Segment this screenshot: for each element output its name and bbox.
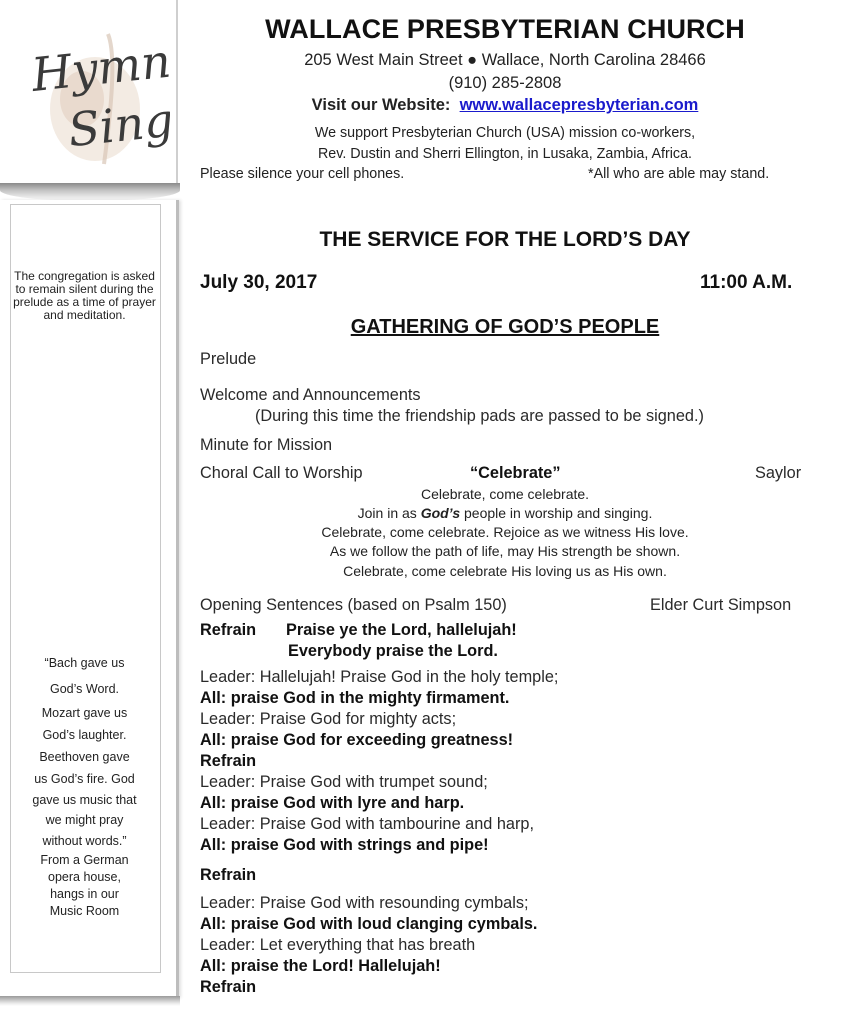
website-line — [200, 96, 810, 115]
quote-line: Music Room — [49, 904, 120, 918]
litany-all: All: praise God for exceeding greatness! — [200, 731, 514, 749]
litany-leader: Leader: Praise God with resounding cymbals; — [200, 894, 529, 912]
lyric-line: Celebrate, come celebrate His loving us as His own. — [343, 563, 667, 579]
silence-phones-note: Please silence your cell phones. — [200, 166, 405, 182]
litany-refrain: Refrain — [200, 866, 257, 884]
litany-all: All: praise God in the mighty firmament. — [200, 689, 510, 707]
logo-panel — [0, 0, 178, 183]
quote-line: us God’s fire. God — [34, 772, 135, 786]
welcome-note: (During this time the friendship pads are passed to be signed.) — [255, 407, 704, 425]
opening-sentences-leader: Elder Curt Simpson — [650, 596, 792, 614]
logo-shadow — [0, 183, 180, 201]
quote-line: Mozart gave us — [41, 706, 128, 720]
litany-leader: Leader: Praise God with trumpet sound; — [200, 773, 488, 791]
mission-line-2: Rev. Dustin and Sherri Ellington, in Lusaka, Zambia, Africa. — [317, 146, 692, 162]
service-date: July 30, 2017 — [200, 272, 318, 293]
stand-note: *All who are able may stand. — [588, 166, 770, 182]
service-time: 11:00 A.M. — [700, 272, 793, 293]
hymn-sing-logo-art — [20, 14, 170, 174]
bach-quote — [12, 650, 157, 920]
litany-all: All: praise God with strings and pipe! — [200, 836, 489, 854]
litany-leader: Leader: Let everything that has breath — [200, 936, 476, 954]
quote-line: without words.” — [42, 834, 127, 848]
litany-leader: Leader: Hallelujah! Praise God in the holy temple; — [200, 668, 559, 686]
welcome-item: Welcome and Announcements — [200, 386, 421, 404]
mission-line-1: We support Presbyterian Church (USA) mission co-workers, — [314, 125, 696, 141]
litany-leader: Leader: Praise God for mighty acts; — [200, 710, 457, 728]
prelude-silence-note: The congregation is asked to remain silent during the prelude as a time of prayer and meditation. — [13, 269, 156, 322]
litany-all: All: praise the Lord! Hallelujah! — [200, 957, 441, 975]
litany-all: All: praise God with loud clanging cymbals. — [200, 915, 538, 933]
choral-call-label: Choral Call to Worship — [200, 464, 363, 482]
lyric-text: people in worship and singing. — [460, 505, 653, 521]
refrain-line-1: Praise ye the Lord, hallelujah! — [286, 621, 517, 639]
litany-refrain: Refrain — [200, 978, 257, 996]
church-phone: (910) 285-2808 — [448, 74, 562, 92]
litany-all: All: praise God with lyre and harp. — [200, 794, 465, 812]
opening-sentences-label: Opening Sentences (based on Psalm 150) — [200, 596, 507, 614]
quote-line: God’s laughter. — [42, 728, 127, 742]
choral-call-title: “Celebrate” — [470, 464, 561, 482]
quote-line: From a German — [40, 853, 129, 867]
minute-for-mission-item: Minute for Mission — [200, 436, 333, 454]
quote-line: hangs in our — [50, 887, 119, 901]
logo-word-hymn: Hymn — [29, 33, 170, 102]
quote-line: Beethoven gave — [39, 750, 130, 764]
lyric-line: Celebrate, come celebrate. — [420, 486, 590, 502]
website-link[interactable]: www.wallacepresbyterian.com — [459, 96, 699, 114]
refrain-line-2: Everybody praise the Lord. — [288, 642, 498, 660]
litany-refrain: Refrain — [200, 752, 257, 770]
lyric-text: Join in as — [357, 505, 421, 521]
sidebar-frame-shadow — [0, 996, 180, 1006]
hymn-sing-logo — [20, 14, 170, 174]
website-label: Visit our Website: — [311, 96, 451, 114]
quote-line: gave us music that — [32, 793, 137, 807]
lyric-emphasis: God’s — [420, 505, 461, 521]
service-title: THE SERVICE FOR THE LORD’S DAY — [319, 228, 691, 251]
lyric-line: Celebrate, come celebrate. Rejoice as we witness His love. — [321, 524, 689, 540]
church-name: WALLACE PRESBYTERIAN CHURCH — [265, 14, 745, 44]
litany-leader: Leader: Praise God with tambourine and harp, — [200, 815, 534, 833]
refrain-label: Refrain — [200, 621, 257, 639]
lyric-line — [200, 505, 810, 521]
prelude-item: Prelude — [200, 350, 257, 368]
church-address: 205 West Main Street ● Wallace, North Carolina 28466 — [304, 51, 706, 69]
quote-line: we might pray — [45, 813, 124, 827]
logo-word-sing: Sing — [65, 92, 170, 158]
quote-line: opera house, — [48, 870, 121, 884]
section-title: GATHERING OF GOD’S PEOPLE — [350, 316, 660, 338]
quote-line: “Bach gave us — [44, 656, 125, 670]
quote-line: God’s Word. — [49, 682, 119, 696]
lyric-line: As we follow the path of life, may His strength be shown. — [329, 543, 681, 559]
choral-call-composer: Saylor — [755, 464, 802, 482]
